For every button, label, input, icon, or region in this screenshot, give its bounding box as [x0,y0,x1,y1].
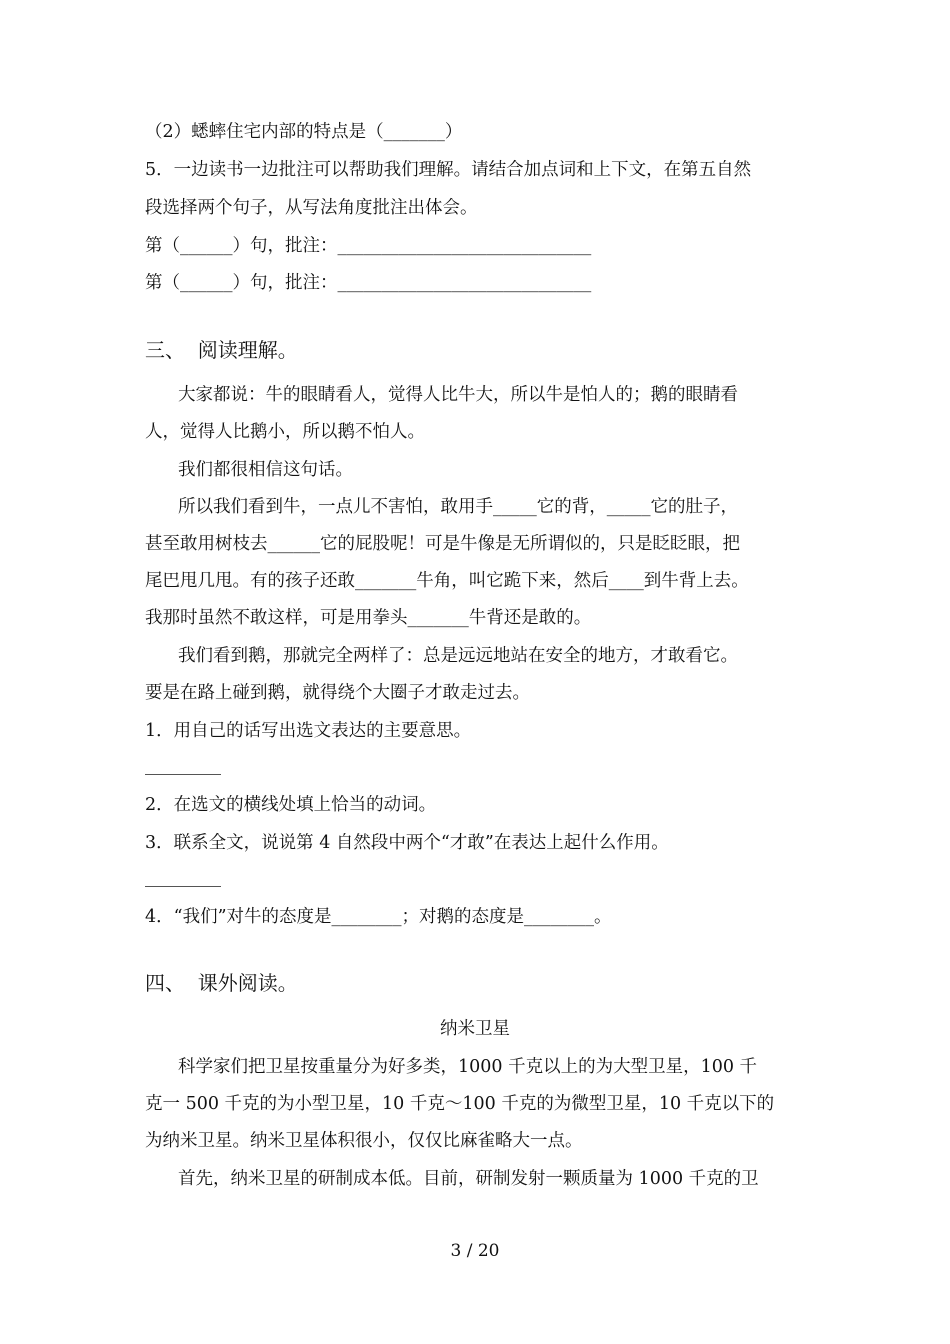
article-para-1-line2: 克一 500 千克的为小型卫星，10 千克～100 千克的为微型卫星，10 千克以下的 [145,1094,775,1114]
passage-1-para-4-line2: 要是在路上碰到鹅，就得绕个大圈子才敢走过去。 [145,683,530,703]
question-5-line2: 段选择两个句子，从写法角度批注出体会。 [145,198,478,218]
reading-question-4: 4．“我们”对牛的态度是________；对鹅的态度是________。 [145,907,612,927]
reading-question-1: 1．用自己的话写出选文表达的主要意思。 [145,721,472,741]
page-number: 3 / 20 [450,1241,500,1261]
question-2-sub: （2）蟋蟀住宅内部的特点是（_______） [145,122,463,142]
passage-1-para-3-line1: 所以我们看到牛，一点儿不害怕，敢用手_____它的背，_____它的肚子， [178,497,738,517]
answer-blank-1: 第（______）句，批注：_____________________________ [145,236,592,256]
reading-question-3: 3．联系全文，说说第 4 自然段中两个“才敢”在表达上起什么作用。 [145,833,669,853]
answer-line [145,886,221,887]
article-para-2-line1: 首先，纳米卫星的研制成本低。目前，研制发射一颗质量为 1000 千克的卫 [178,1169,759,1189]
passage-1-para-1-line1: 大家都说：牛的眼睛看人，觉得人比牛大，所以牛是怕人的；鹅的眼睛看 [178,385,738,405]
passage-1-para-4-line1: 我们看到鹅，那就完全两样了：总是远远地站在安全的地方，才敢看它。 [178,646,738,666]
article-para-1-line1: 科学家们把卫星按重量分为好多类，1000 千克以上的为大型卫星，100 千 [178,1057,758,1077]
article-title: 纳米卫星 [440,1019,510,1039]
reading-question-2: 2．在选文的横线处填上恰当的动词。 [145,795,437,815]
section-3-heading: 三、 阅读理解。 [145,338,298,362]
answer-blank-2: 第（______）句，批注：_____________________________ [145,273,592,293]
section-4-heading: 四、 课外阅读。 [145,971,298,995]
answer-line [145,774,221,775]
question-5-line1: 5．一边读书一边批注可以帮助我们理解。请结合加点词和上下文，在第五自然 [145,160,752,180]
passage-1-para-3-line3: 尾巴甩几甩。有的孩子还敢_______牛角，叫它跪下来，然后____到牛背上去。 [145,571,749,591]
article-para-1-line3: 为纳米卫星。纳米卫星体积很小，仅仅比麻雀略大一点。 [145,1131,583,1151]
passage-1-para-2: 我们都很相信这句话。 [178,460,353,480]
passage-1-para-1-line2: 人，觉得人比鹅小，所以鹅不怕人。 [145,422,425,442]
passage-1-para-3-line2: 甚至敢用树枝去______它的屁股呢！可是牛像是无所谓似的，只是眨眨眼，把 [145,534,740,554]
passage-1-para-3-line4: 我那时虽然不敢这样，可是用拳头_______牛背还是敢的。 [145,608,592,628]
